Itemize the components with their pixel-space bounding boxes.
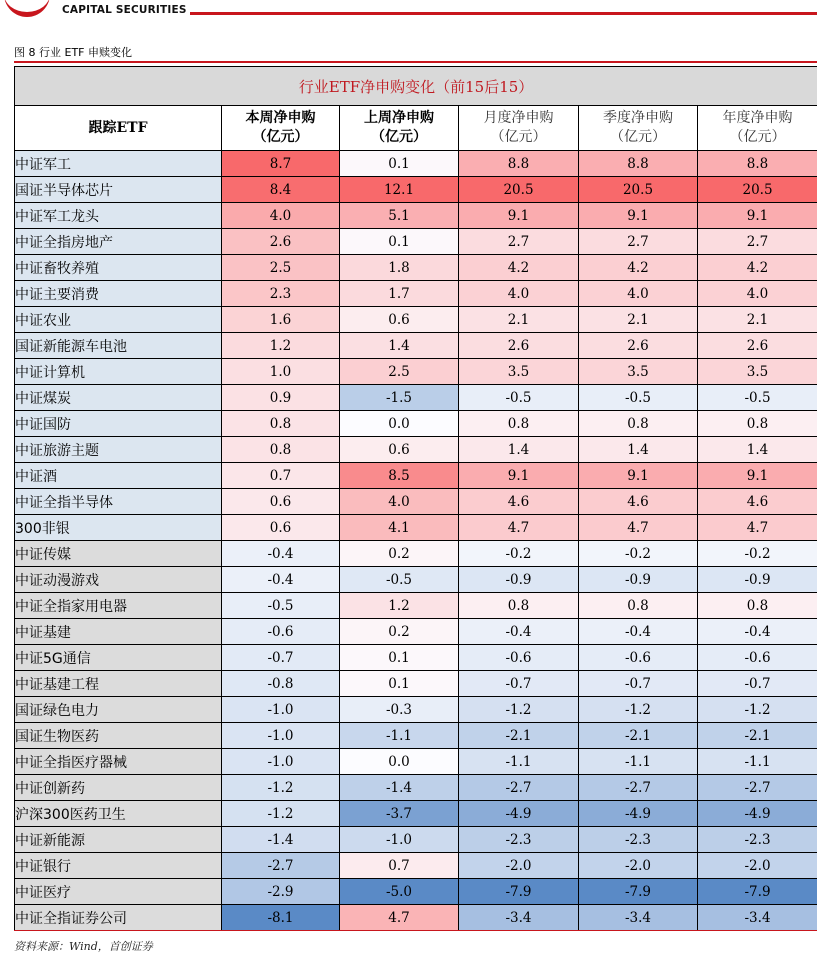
value-cell: 0.7	[222, 463, 340, 489]
value-cell: -0.6	[222, 619, 340, 645]
table-title: 行业ETF净申购变化（前15后15）	[15, 67, 817, 106]
value-cell: -3.7	[340, 801, 459, 827]
table-row	[15, 255, 817, 281]
value-cell: -0.4	[459, 619, 579, 645]
table-row	[15, 359, 817, 385]
etf-name: 中证基建工程	[15, 671, 222, 697]
etf-name: 国证绿色电力	[15, 697, 222, 723]
value-cell: 1.4	[340, 333, 459, 359]
value-cell: 0.1	[340, 151, 459, 177]
table-row	[15, 567, 817, 593]
col-header-5	[698, 106, 817, 151]
col-header-1	[222, 106, 340, 151]
value-cell: 2.1	[579, 307, 698, 333]
value-cell: 4.6	[579, 489, 698, 515]
value-cell: -0.4	[222, 567, 340, 593]
col-header-etf: 跟踪ETF	[15, 106, 222, 151]
value-cell: 2.7	[579, 229, 698, 255]
value-cell: -0.7	[579, 671, 698, 697]
value-cell: -1.2	[579, 697, 698, 723]
value-cell: -4.9	[698, 801, 817, 827]
value-cell: -2.3	[698, 827, 817, 853]
value-cell: 2.5	[340, 359, 459, 385]
header-divider	[190, 12, 817, 15]
table-row	[15, 385, 817, 411]
value-cell: -0.7	[222, 645, 340, 671]
value-cell: -1.2	[459, 697, 579, 723]
value-cell: -3.4	[579, 905, 698, 931]
value-cell: 4.6	[459, 489, 579, 515]
value-cell: -1.1	[698, 749, 817, 775]
table-row	[15, 489, 817, 515]
value-cell: -2.0	[579, 853, 698, 879]
value-cell: 20.5	[579, 177, 698, 203]
value-cell: 0.8	[698, 411, 817, 437]
table-header-row	[15, 106, 817, 151]
etf-name: 中证国防	[15, 411, 222, 437]
etf-name: 国证生物医药	[15, 723, 222, 749]
value-cell: 9.1	[579, 203, 698, 229]
value-cell: 8.4	[222, 177, 340, 203]
value-cell: -0.4	[579, 619, 698, 645]
table-row	[15, 281, 817, 307]
value-cell: 4.0	[222, 203, 340, 229]
value-cell: -1.4	[222, 827, 340, 853]
table-row	[15, 827, 817, 853]
caption-divider	[14, 61, 817, 63]
value-cell: -0.6	[698, 645, 817, 671]
etf-name: 中证动漫游戏	[15, 567, 222, 593]
table-row	[15, 333, 817, 359]
value-cell: 5.1	[340, 203, 459, 229]
table-row	[15, 671, 817, 697]
value-cell: -0.4	[698, 619, 817, 645]
table-row	[15, 697, 817, 723]
value-cell: 9.1	[698, 463, 817, 489]
value-cell: 9.1	[579, 463, 698, 489]
value-cell: -1.0	[340, 827, 459, 853]
value-cell: 1.0	[222, 359, 340, 385]
etf-name: 中证全指医疗器械	[15, 749, 222, 775]
value-cell: -0.8	[222, 671, 340, 697]
value-cell: 2.7	[698, 229, 817, 255]
value-cell: 4.7	[698, 515, 817, 541]
value-cell: 4.2	[579, 255, 698, 281]
etf-name: 中证创新药	[15, 775, 222, 801]
value-cell: -2.1	[698, 723, 817, 749]
value-cell: 0.8	[579, 593, 698, 619]
value-cell: 1.7	[340, 281, 459, 307]
value-cell: -1.5	[340, 385, 459, 411]
value-cell: -7.9	[459, 879, 579, 905]
value-cell: 2.3	[222, 281, 340, 307]
value-cell: 1.8	[340, 255, 459, 281]
col-header-label: 月度净申购	[483, 110, 554, 126]
value-cell: -1.1	[579, 749, 698, 775]
value-cell: -0.9	[698, 567, 817, 593]
table-row	[15, 411, 817, 437]
value-cell: 4.1	[340, 515, 459, 541]
col-header-label: 本周净申购	[245, 110, 316, 126]
value-cell: 3.5	[698, 359, 817, 385]
col-header-3	[459, 106, 579, 151]
value-cell: 9.1	[698, 203, 817, 229]
col-header-unit: （亿元）	[490, 129, 547, 145]
table-row	[15, 853, 817, 879]
value-cell: -7.9	[579, 879, 698, 905]
value-cell: 4.7	[340, 905, 459, 931]
value-cell: 0.8	[222, 437, 340, 463]
table-row	[15, 775, 817, 801]
value-cell: -1.2	[222, 801, 340, 827]
etf-name: 沪深300医药卫生	[15, 801, 222, 827]
table-row	[15, 151, 817, 177]
table-row	[15, 177, 817, 203]
value-cell: -4.9	[579, 801, 698, 827]
value-cell: -0.7	[459, 671, 579, 697]
value-cell: 2.5	[222, 255, 340, 281]
value-cell: 12.1	[340, 177, 459, 203]
value-cell: 1.2	[340, 593, 459, 619]
value-cell: -0.2	[698, 541, 817, 567]
table-row	[15, 801, 817, 827]
value-cell: 4.6	[698, 489, 817, 515]
table-row	[15, 437, 817, 463]
etf-name: 中证计算机	[15, 359, 222, 385]
value-cell: 2.7	[459, 229, 579, 255]
table-row	[15, 905, 817, 931]
value-cell: -1.0	[222, 723, 340, 749]
value-cell: 4.0	[340, 489, 459, 515]
value-cell: 1.4	[698, 437, 817, 463]
value-cell: -0.5	[698, 385, 817, 411]
etf-name: 中证军工龙头	[15, 203, 222, 229]
col-header-label: 上周净申购	[364, 110, 434, 126]
value-cell: 4.7	[459, 515, 579, 541]
etf-name: 中证全指半导体	[15, 489, 222, 515]
etf-name: 中证基建	[15, 619, 222, 645]
value-cell: 0.1	[340, 645, 459, 671]
figure-caption: 图 8 行业 ETF 申赎变化	[14, 46, 132, 59]
logo-arc-icon	[4, 0, 50, 17]
value-cell: 0.0	[340, 749, 459, 775]
etf-name: 中证主要消费	[15, 281, 222, 307]
table-row	[15, 723, 817, 749]
value-cell: 9.1	[459, 463, 579, 489]
value-cell: 0.0	[340, 411, 459, 437]
value-cell: -1.2	[698, 697, 817, 723]
value-cell: 9.1	[459, 203, 579, 229]
value-cell: 8.8	[459, 151, 579, 177]
value-cell: 4.0	[698, 281, 817, 307]
value-cell: -3.4	[698, 905, 817, 931]
value-cell: -5.0	[340, 879, 459, 905]
table-row	[15, 593, 817, 619]
value-cell: 4.2	[698, 255, 817, 281]
value-cell: -0.7	[698, 671, 817, 697]
value-cell: 0.6	[222, 489, 340, 515]
etf-name: 中证煤炭	[15, 385, 222, 411]
value-cell: -2.0	[698, 853, 817, 879]
value-cell: -2.1	[579, 723, 698, 749]
table-row	[15, 515, 817, 541]
value-cell: -0.4	[222, 541, 340, 567]
col-header-unit: （亿元）	[610, 129, 666, 145]
value-cell: -2.7	[579, 775, 698, 801]
value-cell: 0.9	[222, 385, 340, 411]
value-cell: -2.3	[459, 827, 579, 853]
etf-name: 中证全指房地产	[15, 229, 222, 255]
value-cell: 0.8	[459, 411, 579, 437]
etf-name: 中证传媒	[15, 541, 222, 567]
value-cell: 4.0	[459, 281, 579, 307]
etf-name: 中证银行	[15, 853, 222, 879]
value-cell: 2.1	[698, 307, 817, 333]
value-cell: -0.2	[579, 541, 698, 567]
value-cell: 2.6	[222, 229, 340, 255]
value-cell: 0.1	[340, 229, 459, 255]
value-cell: -3.4	[459, 905, 579, 931]
col-header-unit: （亿元）	[371, 129, 427, 145]
etf-name: 中证旅游主题	[15, 437, 222, 463]
table-row	[15, 645, 817, 671]
value-cell: -0.9	[459, 567, 579, 593]
col-header-unit: （亿元）	[729, 129, 786, 145]
value-cell: -0.6	[579, 645, 698, 671]
etf-name: 国证半导体芯片	[15, 177, 222, 203]
brand-text: CAPITAL SECURITIES	[62, 4, 187, 16]
value-cell: 1.4	[579, 437, 698, 463]
table-row	[15, 307, 817, 333]
etf-name: 中证新能源	[15, 827, 222, 853]
etf-name: 中证畜牧养殖	[15, 255, 222, 281]
value-cell: 20.5	[698, 177, 817, 203]
table-row	[15, 229, 817, 255]
table-body	[15, 151, 817, 931]
etf-name: 中证全指证券公司	[15, 905, 222, 931]
col-header-label: 年度净申购	[722, 110, 793, 126]
col-header-unit: （亿元）	[252, 129, 309, 145]
value-cell: -1.4	[340, 775, 459, 801]
value-cell: -2.3	[579, 827, 698, 853]
value-cell: -2.7	[459, 775, 579, 801]
value-cell: 0.6	[340, 437, 459, 463]
value-cell: 0.2	[340, 541, 459, 567]
value-cell: 4.2	[459, 255, 579, 281]
value-cell: -0.6	[459, 645, 579, 671]
value-cell: 0.8	[579, 411, 698, 437]
value-cell: -0.2	[459, 541, 579, 567]
table-row	[15, 879, 817, 905]
etf-name: 中证5G通信	[15, 645, 222, 671]
table-row	[15, 619, 817, 645]
value-cell: -0.5	[340, 567, 459, 593]
value-cell: -0.5	[222, 593, 340, 619]
col-header-label: 季度净申购	[603, 110, 673, 126]
table-row	[15, 463, 817, 489]
source-note: 资料来源：Wind，首创证券	[14, 940, 153, 953]
value-cell: 20.5	[459, 177, 579, 203]
etf-name: 中证酒	[15, 463, 222, 489]
value-cell: 0.8	[698, 593, 817, 619]
value-cell: -1.1	[459, 749, 579, 775]
value-cell: -1.2	[222, 775, 340, 801]
col-header-4	[579, 106, 698, 151]
value-cell: -7.9	[698, 879, 817, 905]
footer-divider	[14, 930, 817, 931]
etf-table	[14, 66, 817, 931]
value-cell: -1.1	[340, 723, 459, 749]
value-cell: -0.5	[459, 385, 579, 411]
value-cell: 0.6	[340, 307, 459, 333]
value-cell: 0.6	[222, 515, 340, 541]
value-cell: -8.1	[222, 905, 340, 931]
value-cell: 2.1	[459, 307, 579, 333]
value-cell: 8.8	[579, 151, 698, 177]
value-cell: -2.0	[459, 853, 579, 879]
value-cell: 3.5	[459, 359, 579, 385]
value-cell: 1.2	[222, 333, 340, 359]
value-cell: -1.0	[222, 749, 340, 775]
value-cell: 8.7	[222, 151, 340, 177]
value-cell: -0.3	[340, 697, 459, 723]
value-cell: -4.9	[459, 801, 579, 827]
value-cell: 0.1	[340, 671, 459, 697]
value-cell: 1.6	[222, 307, 340, 333]
value-cell: -2.7	[222, 853, 340, 879]
etf-name: 中证医疗	[15, 879, 222, 905]
table-row	[15, 749, 817, 775]
value-cell: 0.7	[340, 853, 459, 879]
value-cell: 4.0	[579, 281, 698, 307]
value-cell: 3.5	[579, 359, 698, 385]
value-cell: 0.2	[340, 619, 459, 645]
etf-name: 中证农业	[15, 307, 222, 333]
value-cell: -2.7	[698, 775, 817, 801]
value-cell: 0.8	[459, 593, 579, 619]
value-cell: 0.8	[222, 411, 340, 437]
value-cell: 2.6	[698, 333, 817, 359]
etf-name: 300非银	[15, 515, 222, 541]
value-cell: 8.5	[340, 463, 459, 489]
table-row	[15, 541, 817, 567]
etf-name: 中证全指家用电器	[15, 593, 222, 619]
value-cell: 2.6	[459, 333, 579, 359]
value-cell: -0.9	[579, 567, 698, 593]
value-cell: -2.9	[222, 879, 340, 905]
value-cell: 1.4	[459, 437, 579, 463]
value-cell: 8.8	[698, 151, 817, 177]
report-header	[0, 0, 817, 20]
value-cell: -2.1	[459, 723, 579, 749]
value-cell: 2.6	[579, 333, 698, 359]
etf-name: 国证新能源车电池	[15, 333, 222, 359]
etf-name: 中证军工	[15, 151, 222, 177]
value-cell: -0.5	[579, 385, 698, 411]
table-row	[15, 203, 817, 229]
value-cell: -1.0	[222, 697, 340, 723]
col-header-2	[340, 106, 459, 151]
value-cell: 4.7	[579, 515, 698, 541]
